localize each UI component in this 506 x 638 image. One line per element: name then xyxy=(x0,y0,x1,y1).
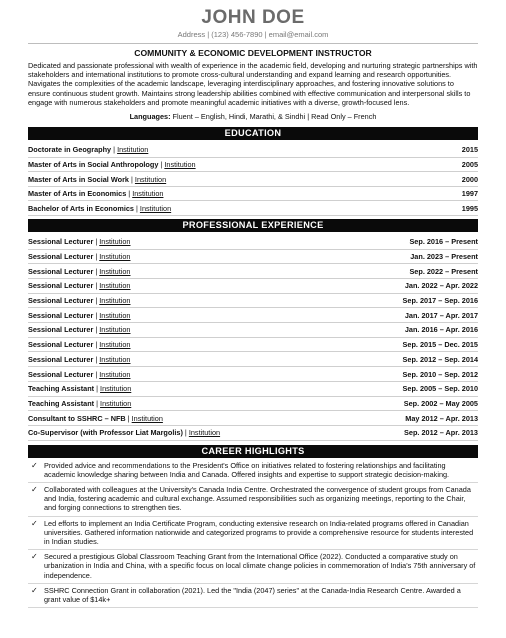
employment-dates: Sep. 2017 – Sep. 2016 xyxy=(402,296,478,306)
degree-name: Master of Arts in Economics xyxy=(28,189,127,199)
education-list xyxy=(28,143,478,216)
institution-link[interactable]: Institution xyxy=(131,413,163,423)
highlight-text: Led efforts to implement an India Certificate Program, conducting extensive research on India-related programs offered in Canadian universities. Gathered information nationwide and categorized programs to provide a comprehensive resource for students interested in Indian studies. xyxy=(44,518,474,547)
candidate-name: JOHN DOE xyxy=(201,7,305,28)
education-row: Master of Arts in Social Anthropology | Institution 2005 xyxy=(28,158,478,173)
institution-link[interactable]: Institution xyxy=(134,174,167,184)
experience-row: Sessional Lecturer | Institution Sep. 2017 – Sep. 2016 xyxy=(28,294,478,309)
degree-name: Master of Arts in Social Work xyxy=(28,174,129,184)
institution-link[interactable]: Institution xyxy=(139,203,172,213)
employment-dates: Sep. 2012 – Sep. 2014 xyxy=(402,354,478,364)
employment-dates: Sep. 2016 – Present xyxy=(409,237,478,247)
role-name: Co-Supervisor (with Professor Liat Margolis) xyxy=(28,428,183,438)
experience-row: Sessional Lecturer | Institution Sep. 2010 – Sep. 2012 xyxy=(28,367,478,382)
highlight-item xyxy=(28,519,478,551)
highlight-text: Secured a prestigious Global Classroom Teaching Grant from the International Office (2022). Conducted a comparative study on urbanization in India and China, with a specific focus on local climate change policies in commemoration of India's 75th anniversary of independence. xyxy=(44,552,476,580)
header-divider xyxy=(28,43,478,44)
employment-dates: Sep. 2015 – Dec. 2015 xyxy=(402,340,478,350)
checkmark-icon: ✓ xyxy=(31,460,38,470)
role-name: Sessional Lecturer xyxy=(28,237,94,247)
graduation-year: 2005 xyxy=(461,159,478,169)
experience-row: Sessional Lecturer | Institution Jan. 2017 – Apr. 2017 xyxy=(28,308,478,323)
education-row: Doctorate in Geography | Institution 2015 xyxy=(28,143,478,158)
education-row: Bachelor of Arts in Economics | Institution 1995 xyxy=(28,201,478,216)
role-name: Teaching Assistant xyxy=(28,398,95,408)
employment-dates: Sep. 2022 – Present xyxy=(409,266,478,276)
role-name: Consultant to SSHRC – NFB xyxy=(28,413,126,423)
institution-link[interactable]: Institution xyxy=(99,369,131,379)
employment-dates: Jan. 2023 – Present xyxy=(410,252,478,262)
employment-dates: Sep. 2005 – Sep. 2010 xyxy=(402,384,478,394)
experience-row: Sessional Lecturer | Institution Sep. 2012 – Sep. 2014 xyxy=(28,352,478,367)
checkmark-icon: ✓ xyxy=(31,485,38,495)
degree-name: Bachelor of Arts in Economics xyxy=(28,203,134,213)
role-name: Sessional Lecturer xyxy=(28,252,94,262)
graduation-year: 1995 xyxy=(461,203,478,213)
checkmark-icon: ✓ xyxy=(31,518,38,528)
checkmark-icon: ✓ xyxy=(31,585,38,595)
education-heading: EDUCATION xyxy=(28,127,478,140)
highlight-text: SSHRC Connection Grant in collaboration (2021). Led the "India (2047) series" at the Canada-India Research Centre. Awarded a grant value of $14k+ xyxy=(44,585,461,605)
institution-link[interactable]: Institution xyxy=(99,340,131,350)
degree-name: Doctorate in Geography xyxy=(28,145,112,155)
institution-link[interactable]: Institution xyxy=(99,296,131,306)
institution-link[interactable]: Institution xyxy=(99,354,131,364)
education-row: Master of Arts in Economics | Institution 1997 xyxy=(28,187,478,202)
role-name: Sessional Lecturer xyxy=(28,340,94,350)
job-title: COMMUNITY & ECONOMIC DEVELOPMENT INSTRUCTOR xyxy=(134,48,372,58)
institution-link[interactable]: Institution xyxy=(117,145,149,155)
experience-row: Teaching Assistant | Institution Sep. 2002 – May 2005 xyxy=(28,397,478,412)
languages-text: Fluent – English, Hindi, Marathi, & Sindhi | Read Only – French xyxy=(170,112,377,122)
role-name: Sessional Lecturer xyxy=(28,354,94,364)
employment-dates: May 2012 – Apr. 2013 xyxy=(405,413,478,423)
role-name: Sessional Lecturer xyxy=(28,296,94,306)
institution-link[interactable]: Institution xyxy=(100,384,132,394)
summary-paragraph: Dedicated and passionate professional with wealth of experience in the academic field, developing and nurturing strategic partnerships with stakeholders and international institutions to promote cross-cultural understanding and expand learning and research opportunities. Navigates the complexities of the academic landscape, leveraging interdisciplinary approaches, and fostering innovative solutions to ensure continuous student growth. Maintains strong leadership abilities combined with effective communication and interpersonal skills to engage with numerous stakeholders and promote meaningful academic initiatives with a diverse, growth-focused lens. xyxy=(28,61,478,107)
role-name: Sessional Lecturer xyxy=(28,369,94,379)
highlight-text: Provided advice and recommendations to the President's Office on initiatives related to fostering relationships and facilitating academic knowledge sharing between India and Canada. Offered insights and expertise to support strategic decision-making. xyxy=(44,460,450,479)
highlight-item xyxy=(28,485,478,517)
institution-link[interactable]: Institution xyxy=(188,428,221,438)
highlights-heading: CAREER HIGHLIGHTS xyxy=(28,445,478,458)
experience-row: Sessional Lecturer | Institution Sep. 2022 – Present xyxy=(28,264,478,279)
institution-link[interactable]: Institution xyxy=(100,398,132,408)
education-row: Master of Arts in Social Work | Institution 2000 xyxy=(28,172,478,187)
highlights-list xyxy=(28,461,478,609)
experience-row: Sessional Lecturer | Institution Sep. 2016 – Present xyxy=(28,235,478,250)
employment-dates: Jan. 2017 – Apr. 2017 xyxy=(404,310,478,320)
experience-row: Teaching Assistant | Institution Sep. 2005 – Sep. 2010 xyxy=(28,382,478,397)
graduation-year: 2015 xyxy=(461,145,478,155)
contact-line: Address | (123) 456-7890 | email@email.com xyxy=(177,30,329,39)
highlight-item xyxy=(28,552,478,584)
experience-row: Sessional Lecturer | Institution Jan. 2022 – Apr. 2022 xyxy=(28,279,478,294)
institution-link[interactable]: Institution xyxy=(99,237,131,247)
experience-heading: PROFESSIONAL EXPERIENCE xyxy=(28,219,478,232)
experience-row: Sessional Lecturer | Institution Jan. 2016 – Apr. 2016 xyxy=(28,323,478,338)
employment-dates: Jan. 2022 – Apr. 2022 xyxy=(404,281,478,291)
role-name: Teaching Assistant xyxy=(28,384,95,394)
institution-link[interactable]: Institution xyxy=(99,310,131,320)
languages-line xyxy=(28,112,478,122)
role-name: Sessional Lecturer xyxy=(28,325,94,335)
languages-label: Languages: xyxy=(129,112,171,122)
experience-row: Consultant to SSHRC – NFB | Institution May 2012 – Apr. 2013 xyxy=(28,411,478,426)
institution-link[interactable]: Institution xyxy=(99,266,131,276)
experience-row: Co-Supervisor (with Professor Liat Margolis) | Institution Sep. 2012 – Apr. 2013 xyxy=(28,426,478,441)
role-name: Sessional Lecturer xyxy=(28,266,94,276)
highlight-text: Collaborated with colleagues at the University's Canada India Centre. Orchestrated the convergence of student groups from Canada and India, fostering academic and cultural exchange. Assumed responsibilities such as organizing meetings, reporting to the Chair, and forging connections to strengthen ties. xyxy=(44,485,471,513)
institution-link[interactable]: Institution xyxy=(99,281,131,291)
experience-row: Sessional Lecturer | Institution Jan. 2023 – Present xyxy=(28,250,478,265)
employment-dates: Sep. 2002 – May 2005 xyxy=(403,398,478,408)
institution-link[interactable]: Institution xyxy=(164,159,196,169)
institution-link[interactable]: Institution xyxy=(99,325,131,335)
role-name: Sessional Lecturer xyxy=(28,281,94,291)
graduation-year: 2000 xyxy=(461,174,478,184)
employment-dates: Sep. 2012 – Apr. 2013 xyxy=(404,428,478,438)
employment-dates: Sep. 2010 – Sep. 2012 xyxy=(402,369,478,379)
institution-link[interactable]: Institution xyxy=(99,252,131,262)
experience-row: Sessional Lecturer | Institution Sep. 2015 – Dec. 2015 xyxy=(28,338,478,353)
experience-list xyxy=(28,235,478,441)
degree-name: Master of Arts in Social Anthropology xyxy=(28,159,159,169)
graduation-year: 1997 xyxy=(461,189,478,199)
highlight-item xyxy=(28,586,478,608)
highlight-item xyxy=(28,461,478,483)
institution-link[interactable]: Institution xyxy=(132,189,164,199)
checkmark-icon: ✓ xyxy=(31,552,38,562)
employment-dates: Jan. 2016 – Apr. 2016 xyxy=(404,325,478,335)
role-name: Sessional Lecturer xyxy=(28,310,94,320)
